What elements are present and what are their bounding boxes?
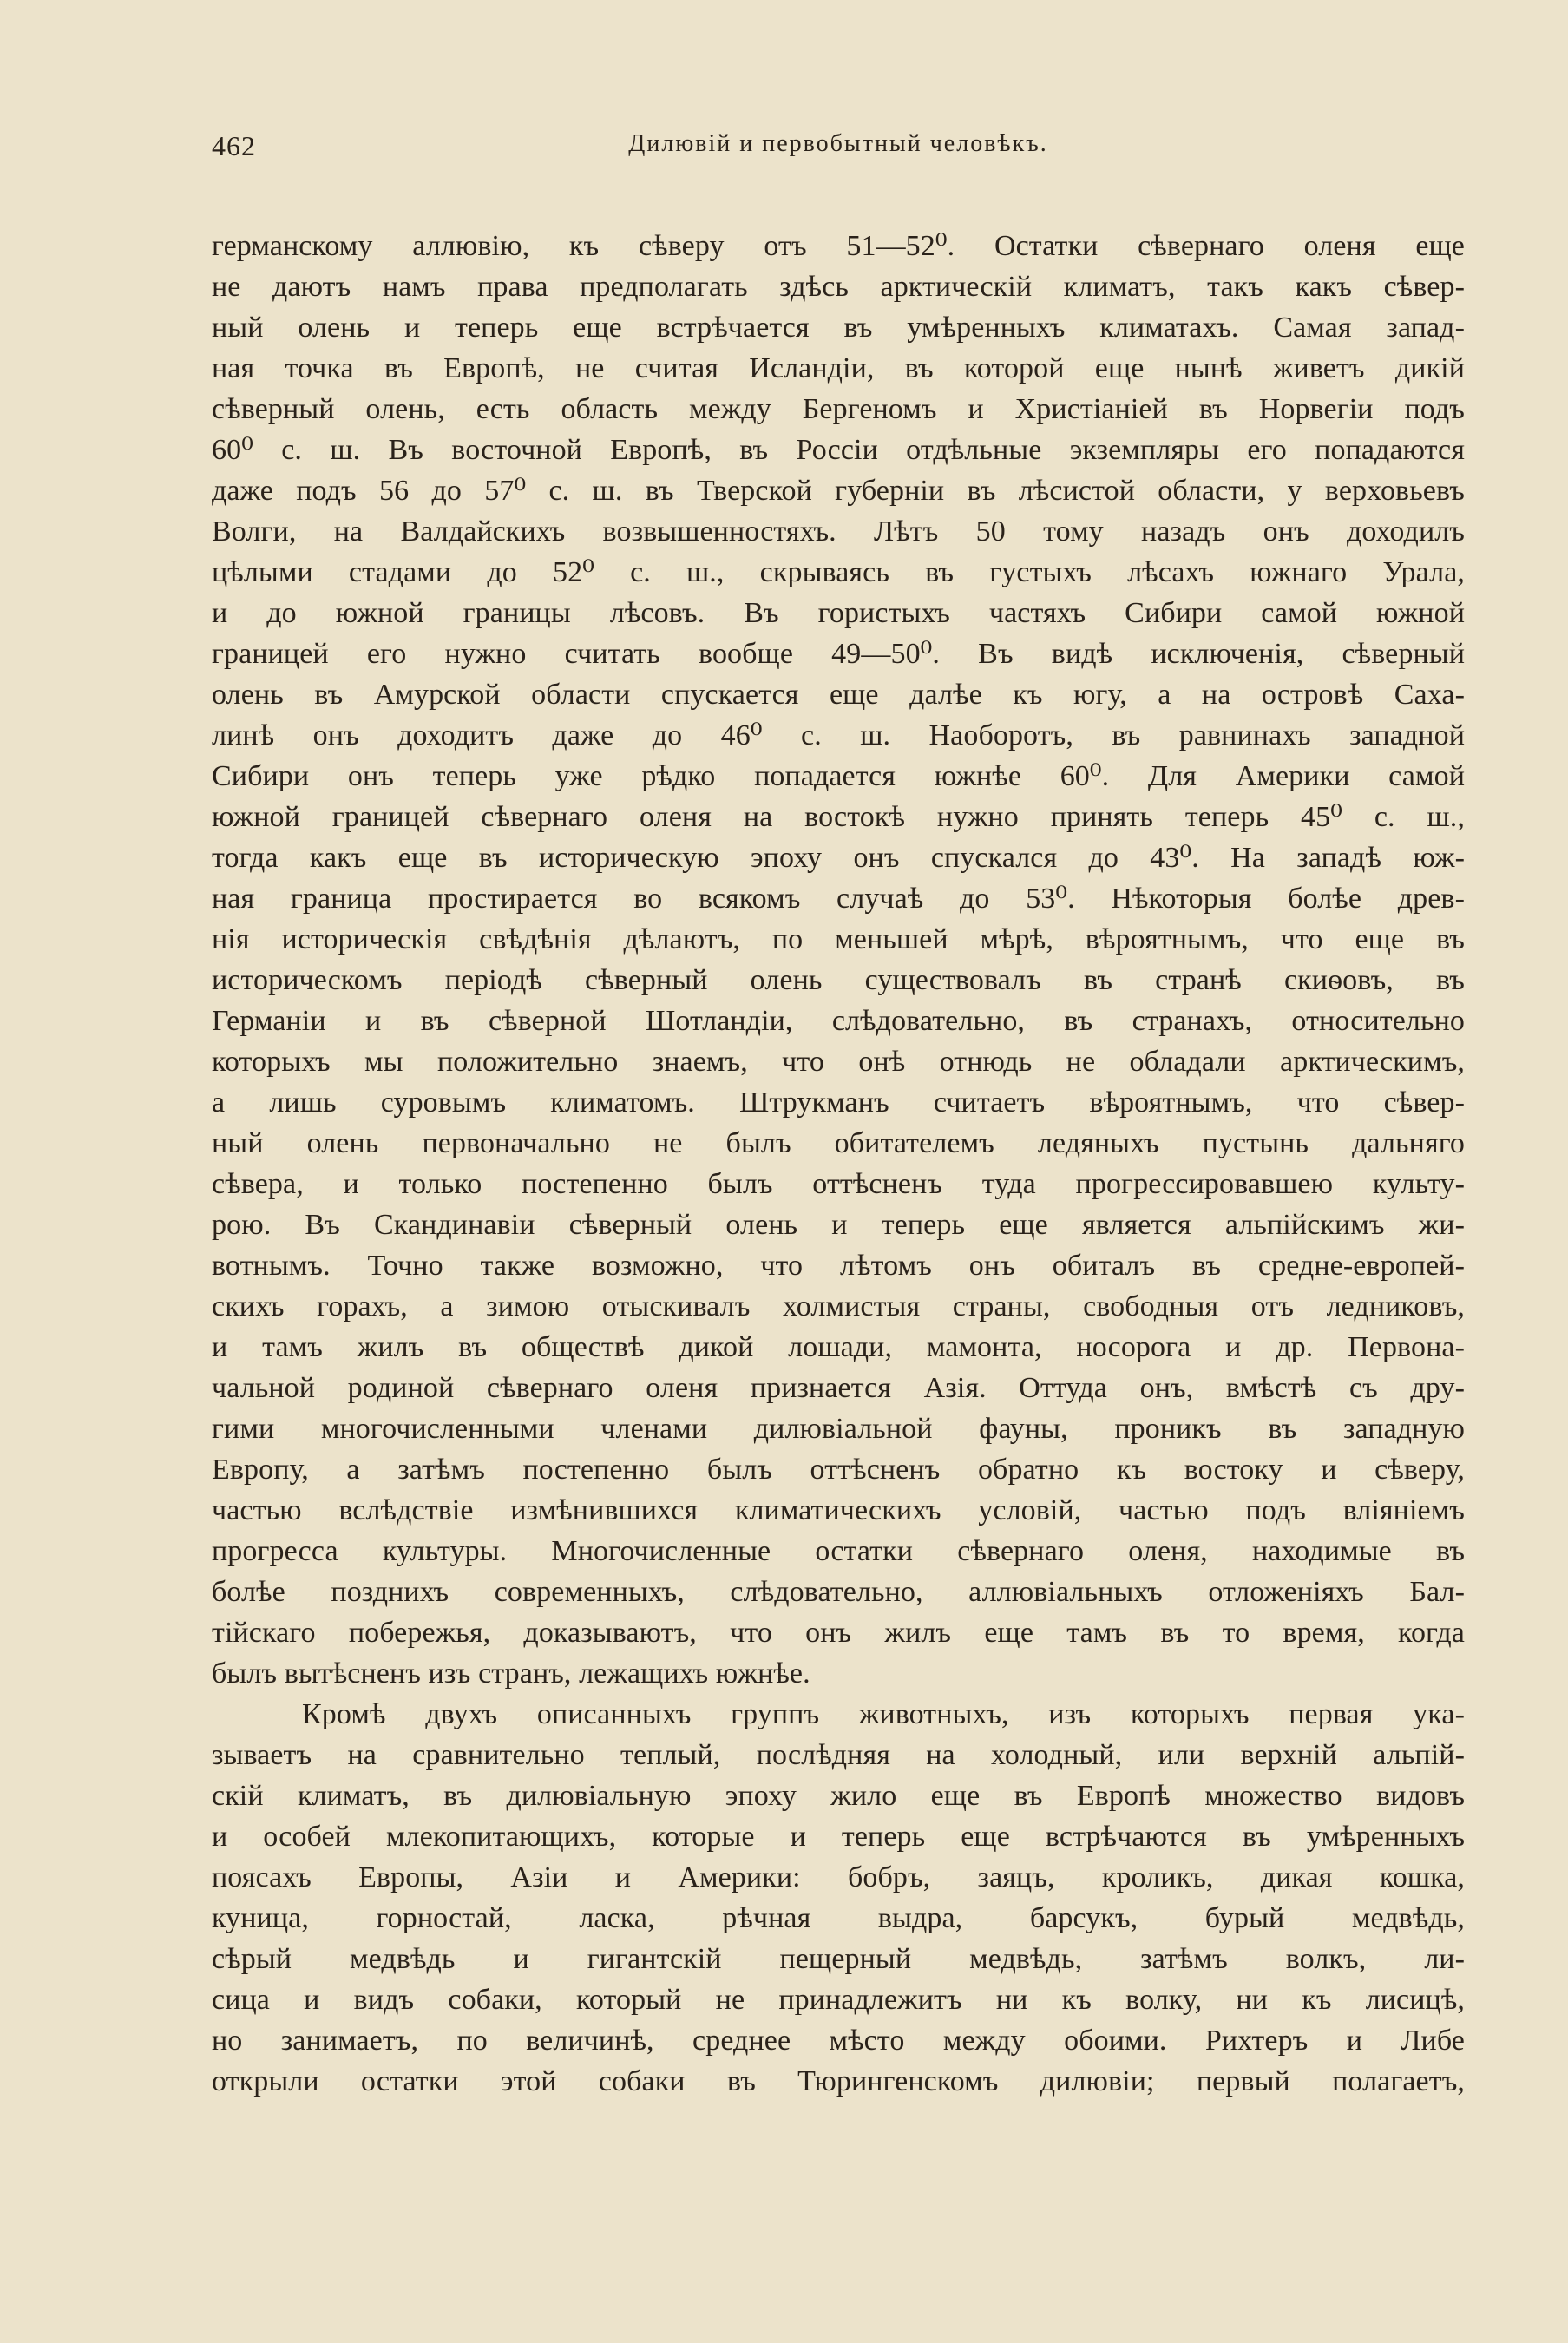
text-line: ный олень и теперь еще встрѣчается въ умѣренныхъ климатахъ. Самая запад- (212, 312, 1465, 344)
text-line: Сибири онъ теперь уже рѣдко попадается южнѣе 60⁰. Для Америки самой (212, 760, 1465, 792)
text-line: Волги, на Валдайскихъ возвышенностяхъ. Лѣтъ 50 тому назадъ онъ доходилъ (212, 515, 1465, 548)
body-text (212, 226, 1465, 2102)
text-line: ная точка въ Европѣ, не считая Исландіи, въ которой еще нынѣ живетъ дикій (212, 352, 1465, 384)
text-line: границей его нужно считать вообще 49—50⁰. Въ видѣ исключенія, сѣверный (212, 638, 1465, 670)
text-line: болѣе позднихъ современныхъ, слѣдовательно, аллювіальныхъ отложеніяхъ Бал- (212, 1576, 1465, 1608)
text-line: сица и видъ собаки, который не принадлежитъ ни къ волку, ни къ лисицѣ, (212, 1984, 1465, 2016)
text-line: которыхъ мы положительно знаемъ, что онѣ отнюдь не обладали арктическимъ, (212, 1046, 1465, 1078)
text-line: рою. Въ Скандинавіи сѣверный олень и теперь еще является альпійскимъ жи- (212, 1209, 1465, 1241)
text-line: тійскаго побережья, доказываютъ, что онъ жилъ еще тамъ въ то время, когда (212, 1617, 1465, 1649)
text-line: Кромѣ двухъ описанныхъ группъ животныхъ, изъ которыхъ первая ука- (302, 1698, 1465, 1730)
text-line: олень въ Амурской области спускается еще далѣе къ югу, а на островѣ Саха- (212, 679, 1465, 711)
text-line: даже подъ 56 до 57⁰ с. ш. въ Тверской губерніи въ лѣсистой области, у верховьевъ (212, 475, 1465, 507)
text-line: прогресса культуры. Многочисленные остатки сѣвернаго оленя, находимые въ (212, 1535, 1465, 1567)
text-line: тогда какъ еще въ историческую эпоху онъ спускался до 43⁰. На западѣ юж- (212, 842, 1465, 874)
text-line: поясахъ Европы, Азіи и Америки: бобръ, заяцъ, кроликъ, дикая кошка, (212, 1861, 1465, 1893)
text-line: и до южной границы лѣсовъ. Въ гористыхъ частяхъ Сибири самой южной (212, 597, 1465, 629)
text-line: а лишь суровымъ климатомъ. Штрукманъ считаетъ вѣроятнымъ, что сѣвер- (212, 1086, 1465, 1119)
text-line: зываетъ на сравнительно теплый, послѣдняя на холодный, или верхній альпій- (212, 1739, 1465, 1771)
text-line: частью вслѣдствіе измѣнившихся климатическихъ условій, частью подъ вліяніемъ (212, 1494, 1465, 1526)
running-title: Дилювій и первобытный человѣкъ. (628, 130, 1048, 157)
text-line: сѣвера, и только постепенно былъ оттѣсненъ туда прогрессировавшею культу- (212, 1168, 1465, 1200)
text-line: ная граница простирается во всякомъ случаѣ до 53⁰. Нѣкоторыя болѣе древ- (212, 883, 1465, 915)
text-line: но занимаетъ, по величинѣ, среднее мѣсто между обоими. Рихтеръ и Либе (212, 2025, 1465, 2057)
text-line: историческомъ періодѣ сѣверный олень существовалъ въ странѣ скиѳовъ, въ (212, 964, 1465, 996)
page-number: 462 (212, 130, 256, 161)
text-line: скій климатъ, въ дилювіальную эпоху жило еще въ Европѣ множество видовъ (212, 1780, 1465, 1812)
text-line: не даютъ намъ права предполагать здѣсь арктическій климатъ, такъ какъ сѣвер- (212, 271, 1465, 303)
text-line: гими многочисленными членами дилювіальной фауны, проникъ въ западную (212, 1413, 1465, 1445)
text-line: и тамъ жилъ въ обществѣ дикой лошади, мамонта, носорога и др. Первона- (212, 1331, 1465, 1363)
text-line: скихъ горахъ, а зимою отыскивалъ холмистыя страны, свободныя отъ ледниковъ, (212, 1290, 1465, 1322)
text-line: линѣ онъ доходитъ даже до 46⁰ с. ш. Наоборотъ, въ равнинахъ западной (212, 719, 1465, 751)
text-line: сѣрый медвѣдь и гигантскій пещерный медвѣдь, затѣмъ волкъ, ли- (212, 1943, 1465, 1975)
text-line: цѣлыми стадами до 52⁰ с. ш., скрываясь въ густыхъ лѣсахъ южнаго Урала, (212, 556, 1465, 588)
text-line: открыли остатки этой собаки въ Тюрингенскомъ дилювіи; первый полагаетъ, (212, 2065, 1465, 2097)
text-line: ный олень первоначально не былъ обитателемъ ледяныхъ пустынь дальняго (212, 1127, 1465, 1159)
text-line: чальной родиной сѣвернаго оленя признается Азія. Оттуда онъ, вмѣстѣ съ дру- (212, 1372, 1465, 1404)
text-line: южной границей сѣвернаго оленя на востокѣ нужно принять теперь 45⁰ с. ш., (212, 801, 1465, 833)
text-line: вотнымъ. Точно также возможно, что лѣтомъ онъ обиталъ въ средне-европей- (212, 1250, 1465, 1282)
text-line: Европу, а затѣмъ постепенно былъ оттѣсненъ обратно къ востоку и сѣверу, (212, 1454, 1465, 1486)
text-line: Германіи и въ сѣверной Шотландіи, слѣдовательно, въ странахъ, относительно (212, 1005, 1465, 1037)
text-line: нія историческія свѣдѣнія дѣлаютъ, по меньшей мѣрѣ, вѣроятнымъ, что еще въ (212, 923, 1465, 955)
text-line: сѣверный олень, есть область между Бергеномъ и Христіаніей въ Норвегіи подъ (212, 393, 1465, 425)
text-line: куница, горностай, ласка, рѣчная выдра, барсукъ, бурый медвѣдь, (212, 1902, 1465, 1934)
page-header (212, 130, 1465, 174)
text-line: германскому аллювію, къ сѣверу отъ 51—52⁰. Остатки сѣвернаго оленя еще (212, 230, 1465, 262)
text-line: 60⁰ с. ш. Въ восточной Европѣ, въ Россіи отдѣльные экземпляры его попадаются (212, 434, 1465, 466)
text-line: и особей млекопитающихъ, которые и теперь еще встрѣчаются въ умѣренныхъ (212, 1821, 1465, 1853)
text-line: былъ вытѣсненъ изъ странъ, лежащихъ южнѣе. (212, 1657, 810, 1690)
